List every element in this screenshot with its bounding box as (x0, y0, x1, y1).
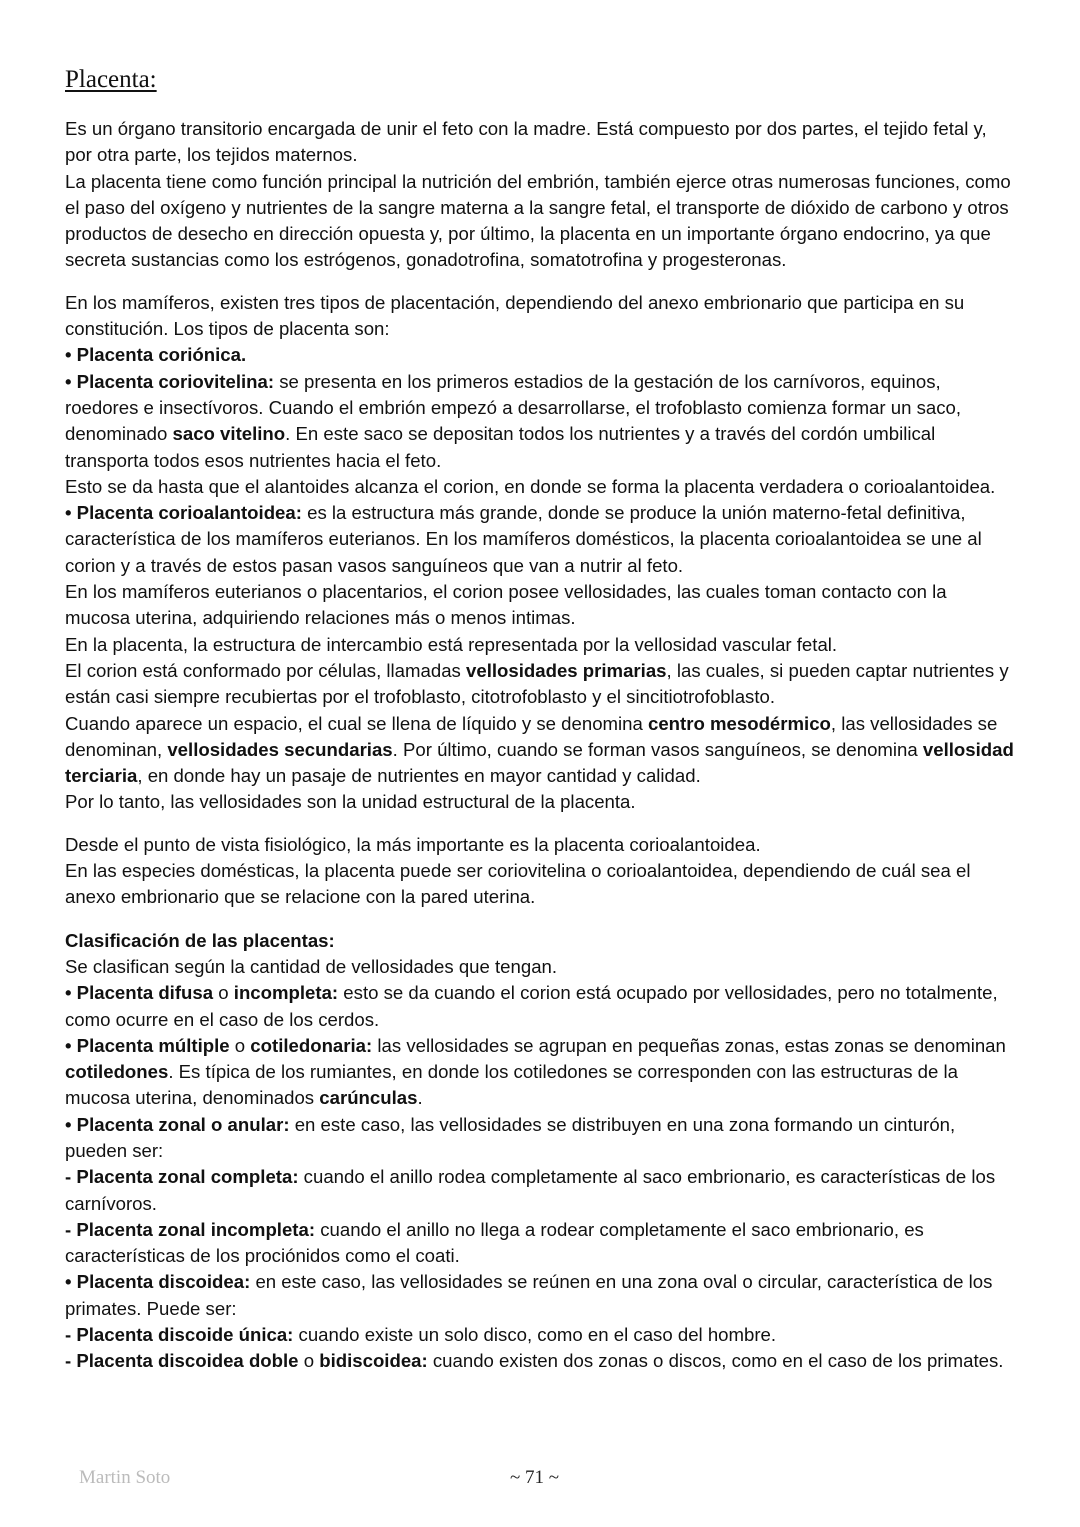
section-heading (65, 928, 1015, 954)
paragraph: Desde el punto de vista fisiológico, la más importante es la placenta corioalantoidea. (65, 833, 761, 855)
paragraph: En las especies domésticas, la placenta puede ser coriovitelina o corioalantoidea, dependiendo de cuál sea el anexo embrionario que se relacione con la pared uterina. (65, 860, 971, 908)
paragraph: En la placenta, la estructura de intercambio está representada por la vellosidad vascular fetal. (65, 633, 838, 655)
term: - Placenta discoidea doble (65, 1350, 299, 1372)
page-title: Placenta: (65, 66, 157, 93)
text: o (229, 1034, 251, 1056)
term: • Placenta coriovitelina: (65, 370, 275, 392)
term: vellosidades primarias (466, 659, 667, 681)
footer-author: Martin Soto (79, 1467, 171, 1488)
term: • Placenta múltiple (65, 1034, 230, 1056)
paragraph: Es un órgano transitorio encargada de unir el feto con la madre. Está compuesto por dos partes, el tejido fetal y, por otra parte, los tejidos maternos. (65, 118, 987, 166)
heading-text: Clasificación de las placentas: (65, 929, 335, 951)
term: vellosidad terciaria (65, 738, 1014, 787)
text: cuando existe un solo disco, como en el caso del hombre. (293, 1324, 777, 1346)
paragraph: La placenta tiene como función principal la nutrición del embrión, también ejerce otras numerosas funciones, como el paso del oxígeno y nutrientes de la sangre materna a la sangre fetal, el transporte de dióxido de carbono y otros productos de desecho en dirección opuesta y, por último, la placenta en un importante órgano endocrino, ya que secreta sustancias como los estrógenos, gonadotrofina, somatotrofina y progesteronas. (65, 170, 1011, 271)
term: centro mesodérmico (648, 712, 831, 734)
list-item (65, 342, 1015, 368)
text: en este caso, las vellosidades se reúnen en una zona oval o circular, característica de los primates. Puede ser: (65, 1271, 993, 1319)
text: se presenta en los primeros estadios de la gestación de los carnívoros, equinos, roedores e insectívoros. Cuando el embrión empezó a desarrollarse, el trofoblasto comienza formar un saco, denominado (65, 370, 962, 445)
paragraph: Se clasifican según la cantidad de vellosidades que tengan. (65, 955, 558, 977)
text: cuando el anillo no llega a rodear completamente el saco embrionario, es características de los prociónidos como el coati. (65, 1218, 924, 1267)
text: en este caso, las vellosidades se distribuyen en una zona formando un cinturón, pueden ser: (65, 1113, 956, 1161)
term: • Placenta discoidea: (65, 1271, 251, 1293)
page-number: ~ 71 ~ (510, 1467, 560, 1488)
list-item (65, 1322, 1015, 1348)
list-item (65, 1033, 1015, 1112)
list-item (65, 1164, 1015, 1217)
list-item (65, 369, 1015, 474)
text: las vellosidades se agrupan en pequeñas zonas, estas zonas se denominan (372, 1034, 1006, 1056)
document-body (65, 116, 1015, 1375)
list-item (65, 1269, 1015, 1322)
paragraph: Por lo tanto, las vellosidades son la unidad estructural de la placenta. (65, 791, 636, 813)
text: , las cuales, si pueden captar nutrientes y están casi siempre recubiertas por el trofoblasto, citotrofoblasto y el sincitiotrofoblasto. (65, 659, 1009, 708)
term: - Placenta zonal completa: (65, 1166, 299, 1188)
text: o (213, 982, 234, 1004)
term: cotiledones (65, 1061, 169, 1083)
text: Cuando aparece un espacio, el cual se llena de líquido y se denomina (65, 712, 648, 734)
term: incompleta: (233, 982, 339, 1004)
paragraph (65, 658, 1015, 711)
text: cuando existen dos zonas o discos, como en el caso de los primates. (427, 1350, 1004, 1372)
term: • Placenta coriónica. (65, 344, 247, 366)
text: es la estructura más grande, donde se produce la unión materno-fetal definitiva, característica de los mamíferos euterianos. En los mamíferos domésticos, la placenta corioalantoidea se une al corion y a través de estos pasan vasos sanguíneos que van a nutrir al feto. (65, 502, 982, 576)
paragraph: En los mamíferos euterianos o placentarios, el corion posee vellosidades, las cuales toman contacto con la mucosa uterina, adquiriendo relaciones más o menos intimas. (65, 581, 947, 629)
list-item (65, 1112, 1015, 1165)
term: • Placenta difusa (65, 982, 214, 1004)
text: . (417, 1087, 423, 1109)
text: . En este saco se depositan todos los nutrientes y a través del cordón umbilical transporta todos esos nutrientes hacia el feto. (65, 423, 936, 471)
term: - Placenta discoide única: (65, 1324, 294, 1346)
term: - Placenta zonal incompleta: (65, 1218, 316, 1240)
text: El corion está conformado por células, llamadas (65, 659, 467, 681)
text: . Por último, cuando se forman vasos sanguíneos, se denomina (392, 738, 923, 760)
text: o (298, 1350, 320, 1372)
paragraph: En los mamíferos, existen tres tipos de placentación, dependiendo del anexo embrionario que participa en su constitución. Los tipos de placenta son: (65, 291, 965, 340)
text: cuando el anillo rodea completamente al saco embrionario, es características de los carnívoros. (65, 1166, 996, 1214)
term: carúnculas (319, 1087, 418, 1109)
paragraph (65, 711, 1015, 790)
text: , las vellosidades se denominan, (65, 712, 998, 760)
text: . Es típica de los rumiantes, en donde los cotiledones se corresponden con las estructuras de la mucosa uterina, denominados (65, 1061, 958, 1109)
term: • Placenta zonal o anular: (65, 1113, 290, 1135)
term: • Placenta corioalantoidea: (65, 502, 302, 524)
text: , en donde hay un pasaje de nutrientes en mayor cantidad y calidad. (137, 765, 701, 787)
term: vellosidades secundarias (167, 738, 393, 760)
list-item (65, 1348, 1015, 1374)
list-item (65, 500, 1015, 579)
list-item (65, 980, 1015, 1033)
term: bidiscoidea: (319, 1350, 428, 1372)
term: saco vitelino (172, 423, 286, 445)
text: esto se da cuando el corion está ocupado por vellosidades, pero no totalmente, como ocurre en el caso de los cerdos. (65, 982, 998, 1030)
paragraph: Esto se da hasta que el alantoides alcanza el corion, en donde se forma la placenta verdadera o corioalantoidea. (65, 475, 996, 497)
list-item (65, 1217, 1015, 1270)
term: cotiledonaria: (250, 1034, 373, 1056)
